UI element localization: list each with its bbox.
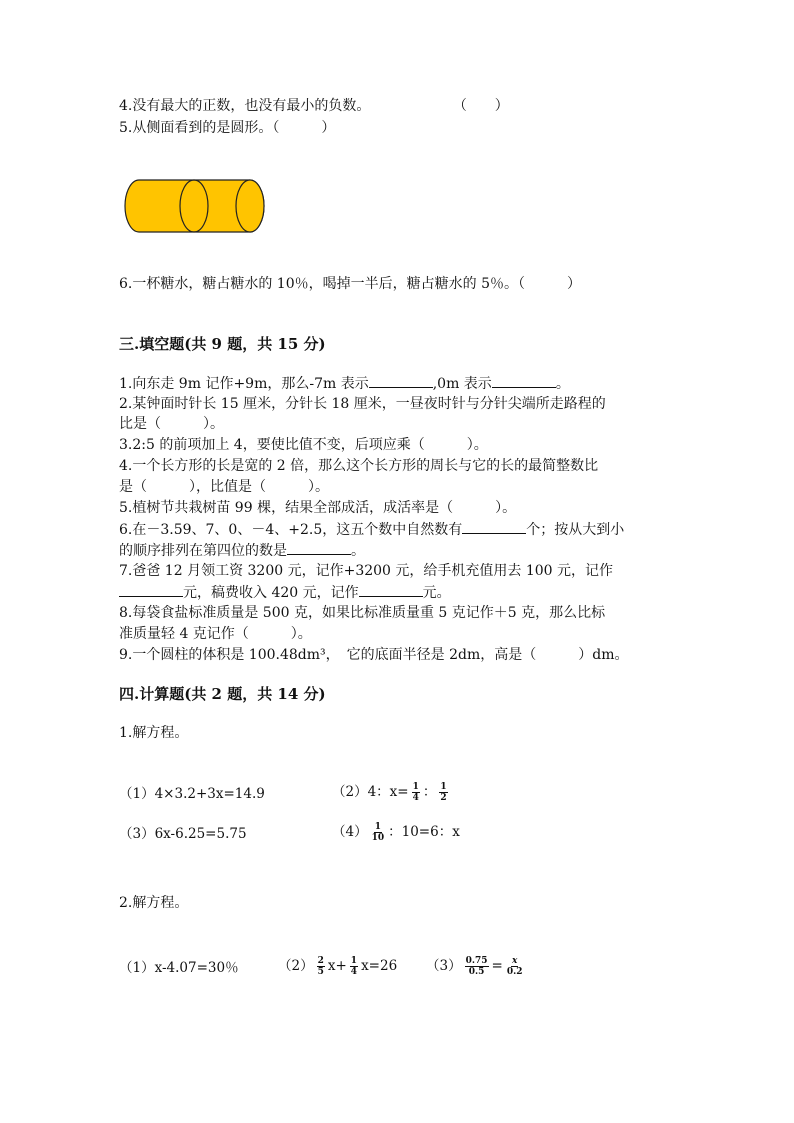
fill-q8-line2: 准质量轻 4 克记作（ ）。 [119,626,312,642]
fill-blank [119,582,183,597]
equation-3: （3）6x-6.25=5.75 [119,826,247,842]
fill-blank [369,373,433,388]
fill-q8-line1: 8.每袋食盐标准质量是 500 克，如果比标准质量重 5 克记作＋5 克，那么比标 [119,605,606,621]
judge-q4: 4.没有最大的正数，也没有最小的负数。 （ ） [119,98,509,114]
cylinder-figure [124,178,266,234]
fill-q7-line1: 7.爸爸 12 月领工资 3200 元，记作+3200 元，给手机充值用去 100 元，记作 [119,563,614,579]
fraction: $\frac{0.75}{0.5}$ [465,956,488,977]
section3-title: 三.填空题(共 9 题，共 15 分) [119,335,326,353]
section4-title: 四.计算题(共 2 题，共 14 分) [119,685,326,703]
fill-q2-line1: 2.某钟面时针长 15 厘米，分针长 18 厘米，一昼夜时针与分针尖端所走路程的 [119,396,606,412]
calc-p2-label: 2.解方程。 [119,895,189,911]
fill-q9: 9.一个圆柱的体积是 100.48dm³， 它的底面半径是 2dm，高是（ ）dm。 [119,647,629,663]
fill-blank [492,373,556,388]
fill-q3: 3.2:5 的前项加上 4，要使比值不变，后项应乘（ ）。 [119,437,488,453]
fraction: $\frac{1}{2}$ [440,782,447,803]
equation-4: （4） $\frac{1}{10}$ ：10=6：x [332,822,460,843]
equation-1: （1）4×3.2+3x=14.9 [119,786,265,802]
fill-q1: 1.向东走 9m 记作+9m，那么-7m 表示 ,0m 表示 。 [119,373,570,394]
equation-2: （2）4：x= $\frac{1}{4}$ ： $\frac{1}{2}$ [332,782,447,803]
fraction: $\frac{1}{4}$ [412,782,419,803]
fill-q5: 5.植树节共栽树苗 99 棵，结果全部成活，成活率是（ ）。 [119,500,517,516]
judge-q6: 6.一杯糖水，糖占糖水的 10％，喝掉一半后，糖占糖水的 5％。（ ） [119,276,581,292]
fill-blank [287,540,351,555]
fraction: $\frac{1}{10}$ [371,822,385,843]
judge-q4-paren: （ ） [452,98,509,114]
equation-7: （3） $\frac{0.75}{0.5}$ = $\frac{x}{0.2}$ [426,956,523,977]
fraction: $\frac{x}{0.2}$ [506,956,523,977]
fill-q6-line2: 的顺序排列在第四位的数是 。 [119,540,365,561]
fill-q7-line2: 元，稿费收入 420 元，记作 元。 [119,582,451,603]
equation-5: （1）x-4.07=30％ [119,960,239,976]
equation-6: （2） $\frac{2}{5}$ x+ $\frac{1}{4}$ x=26 [278,956,398,977]
fill-q4-line2: 是（ ），比值是（ ）。 [119,479,329,495]
fill-q6-line1: 6.在－3.59、7、0、－4、+2.5，这五个数中自然数有 个；按从大到小 [119,519,624,540]
fill-q4-line1: 4.一个长方形的长是宽的 2 倍，那么这个长方形的周长与它的长的最简整数比 [119,458,599,474]
fill-q2-line2: 比是（ ）。 [119,416,224,432]
calc-p1-label: 1.解方程。 [119,725,189,741]
fraction: $\frac{2}{5}$ [317,956,324,977]
fill-blank [359,582,423,597]
judge-q5: 5.从侧面看到的是圆形。（ ） [119,120,336,136]
fraction: $\frac{1}{4}$ [350,956,358,977]
fill-blank [462,519,526,534]
